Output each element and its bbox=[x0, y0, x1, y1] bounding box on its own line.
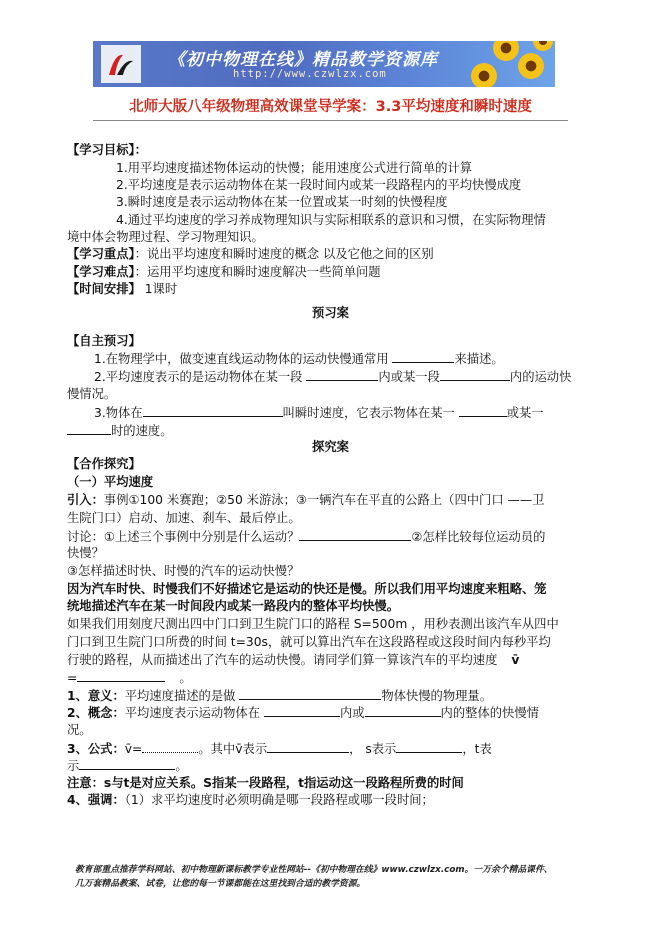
sunflower-icon bbox=[518, 53, 544, 79]
sunflower-icon bbox=[493, 41, 519, 61]
answer-blank[interactable] bbox=[440, 368, 510, 381]
formula-text: v̄= bbox=[124, 742, 143, 756]
concept-label: 2、概念： bbox=[67, 706, 125, 720]
formula-text: 表示 bbox=[242, 742, 268, 756]
discuss-text: 讨论：①上述三个事例中分别是什么运动？ bbox=[67, 530, 300, 544]
concept-text: 内或 bbox=[339, 706, 365, 720]
formula-line bbox=[67, 740, 492, 758]
answer-blank[interactable] bbox=[67, 422, 111, 435]
emphasis-item bbox=[67, 792, 434, 809]
average-velocity-symbol: v̄ bbox=[511, 653, 520, 667]
page-footer bbox=[75, 863, 595, 891]
goal-item: 3.瞬时速度是表示运动物体在某一位置或某一时刻的快慢程度 bbox=[116, 195, 448, 209]
question-text: 内或某一段 bbox=[378, 370, 440, 384]
answer-blank[interactable] bbox=[459, 404, 507, 417]
answer-blank[interactable] bbox=[299, 528, 411, 541]
time-label: 【时间安排】 bbox=[67, 282, 141, 296]
banner-url[interactable]: http://www.czwlzx.com bbox=[233, 68, 387, 80]
answer-blank[interactable] bbox=[267, 740, 349, 753]
concept-line bbox=[67, 704, 539, 722]
discuss-line-3: ③怎样描述时快、时慢的汽车的运动快慢？ bbox=[67, 564, 300, 578]
title-divider bbox=[93, 120, 568, 121]
answer-blank[interactable] bbox=[392, 350, 454, 363]
key-point bbox=[67, 246, 434, 263]
explore-section-title: 探究案 bbox=[312, 440, 349, 454]
meaning-label: 1、意义： bbox=[67, 689, 125, 703]
goal-item: 2.平均速度是表示运动物体在某一段时间内或某一段路程内的平均快慢成度 bbox=[116, 178, 522, 192]
formula-text: 。 bbox=[175, 759, 188, 773]
average-velocity-symbol: v̄ bbox=[235, 742, 243, 756]
intro-text: 事例①100 米赛跑；②50 米游泳；③一辆汽车在平直的公路上（四中门口 ——卫 bbox=[103, 493, 545, 507]
goal-item: 4.通过平均速度的学习养成物理知识与实际相联系的意识和习惯，在实际物理情 bbox=[116, 213, 546, 227]
paragraph-line: 如果我们用刻度尺测出四中门口到卫生院门口的路程 S=500m ，用秒表测出该汽车从四中 bbox=[67, 617, 559, 631]
document-title: 北师大版八年级物理高效课堂导学案：3.3平均速度和瞬时速度 bbox=[129, 99, 532, 115]
concept-line-2: 况。 bbox=[67, 723, 92, 737]
intro-line bbox=[67, 492, 544, 509]
question-text: 时的速度。 bbox=[111, 424, 173, 438]
formula-line-2 bbox=[67, 757, 188, 775]
preview-question-1 bbox=[94, 350, 504, 368]
formula-text: ， s表示 bbox=[349, 742, 397, 756]
paragraph-line bbox=[67, 669, 192, 687]
concept-text: 内的整体的快慢情 bbox=[440, 706, 539, 720]
goal-item: 1.用平均速度描述物体运动的快慢；能用速度公式进行简单的计算 bbox=[116, 161, 473, 175]
answer-blank[interactable] bbox=[306, 368, 378, 381]
answer-blank[interactable] bbox=[239, 687, 381, 700]
formula-text: 示 bbox=[67, 759, 80, 773]
subsection-title: （一）平均速度 bbox=[67, 475, 154, 489]
preview-question-2-cont: 慢情况。 bbox=[67, 387, 117, 401]
discuss-text: ②怎样比较每位运动员的 bbox=[411, 530, 546, 544]
self-study-heading: 【自主预习】 bbox=[67, 334, 141, 348]
discuss-line-2: 快慢？ bbox=[67, 546, 104, 560]
goals-heading: 【学习目标】： bbox=[67, 143, 147, 157]
meaning-line bbox=[67, 687, 492, 705]
answer-blank[interactable] bbox=[396, 740, 462, 753]
banner-title: 《初中物理在线》精品教学资源库 bbox=[168, 50, 438, 70]
sunflower-icon bbox=[471, 63, 497, 87]
formula-text: 。其中 bbox=[198, 742, 236, 756]
paragraph-text: = bbox=[67, 671, 78, 685]
key-point-text: ：说出平均速度和瞬时速度的概念 以及它他之间的区别 bbox=[134, 247, 434, 261]
difficulty bbox=[67, 264, 381, 281]
footer-line: 教育部重点推荐学科网站、初中物理新课标教学专业性网站--《初中物理在线》www.czwlzx.com。一万余个精品课件、 bbox=[75, 865, 553, 875]
discuss-line bbox=[67, 528, 545, 546]
preview-question-2 bbox=[94, 368, 571, 386]
key-point-label: 【学习重点】 bbox=[67, 247, 135, 261]
goal-item: 境中体会物理过程、学习物理知识。 bbox=[67, 230, 264, 244]
paragraph-text: 。 bbox=[179, 671, 192, 685]
difficulty-label: 【学习难点】 bbox=[67, 265, 135, 279]
preview-question-3 bbox=[94, 404, 544, 422]
paragraph-text: 行驶的路程，从而描述出了汽车的运动快慢。请同学们算一算该汽车的平均速度 bbox=[67, 653, 498, 667]
coop-heading: 【合作探究】 bbox=[67, 457, 141, 471]
site-logo-icon bbox=[105, 49, 135, 79]
note-line: 注意：s与t是对应关系。S指某一段路程，t指运动这一段路程所费的时间 bbox=[67, 776, 464, 790]
question-text: 3.物体在 bbox=[94, 406, 143, 420]
question-text: 1.在物理学中，做变速直线运动物体的运动快慢通常用 bbox=[94, 352, 393, 366]
question-text: 来描述。 bbox=[454, 352, 504, 366]
footer-line: 几万套精品教案、试卷，让您的每一节课都能在这里找到合适的教学资源。 bbox=[75, 879, 366, 889]
answer-blank[interactable] bbox=[77, 669, 165, 682]
question-text: 叫瞬时速度，它表示物体在某一 bbox=[282, 406, 459, 420]
paragraph-line bbox=[67, 652, 519, 669]
question-text: 内的运动快 bbox=[509, 370, 572, 384]
paragraph-line: 门口到卫生院门口所费的时间 t=30s，就可以算出汽车在这段路程或这段时间内每秒平均 bbox=[67, 635, 551, 649]
header-banner bbox=[93, 41, 555, 87]
answer-blank[interactable] bbox=[365, 704, 441, 717]
intro-line-2: 生院门口）启动、加速、刹车、最后停止。 bbox=[67, 511, 301, 525]
emphasis-label: 4、强调： bbox=[67, 793, 125, 807]
time-arrangement bbox=[67, 281, 177, 298]
question-text: 或某一 bbox=[506, 406, 544, 420]
answer-blank[interactable] bbox=[79, 757, 175, 770]
answer-blank[interactable] bbox=[142, 740, 198, 753]
answer-blank[interactable] bbox=[264, 704, 340, 717]
answer-blank[interactable] bbox=[143, 404, 283, 417]
time-text: 1课时 bbox=[140, 282, 178, 296]
intro-label: 引入： bbox=[67, 493, 104, 507]
preview-question-3-cont bbox=[67, 422, 173, 440]
formula-label: 3、公式： bbox=[67, 742, 125, 756]
sunflower-icon bbox=[533, 41, 553, 51]
concept-text: 平均速度表示运动物体在 bbox=[124, 706, 264, 720]
meaning-text: 平均速度描述的是做 bbox=[124, 689, 240, 703]
emphasis-line: 统地描述汽车在某一时间段内或某一路段内的整体平均快慢。 bbox=[67, 599, 400, 613]
meaning-text: 物体快慢的物理量。 bbox=[381, 689, 493, 703]
emphasis-text: （1）求平均速度时必须明确是哪一段路程或哪一段时间； bbox=[124, 793, 434, 807]
preview-section-title: 预习案 bbox=[312, 306, 349, 320]
formula-text: ，t表 bbox=[462, 742, 492, 756]
question-text: 2.平均速度表示的是运动物体在某一段 bbox=[94, 370, 307, 384]
difficulty-text: ：运用平均速度和瞬时速度解决一些简单问题 bbox=[134, 265, 381, 279]
emphasis-line: 因为汽车时快、时慢我们不好描述它是运动的快还是慢。所以我们用平均速度来粗略、笼 bbox=[67, 582, 547, 596]
